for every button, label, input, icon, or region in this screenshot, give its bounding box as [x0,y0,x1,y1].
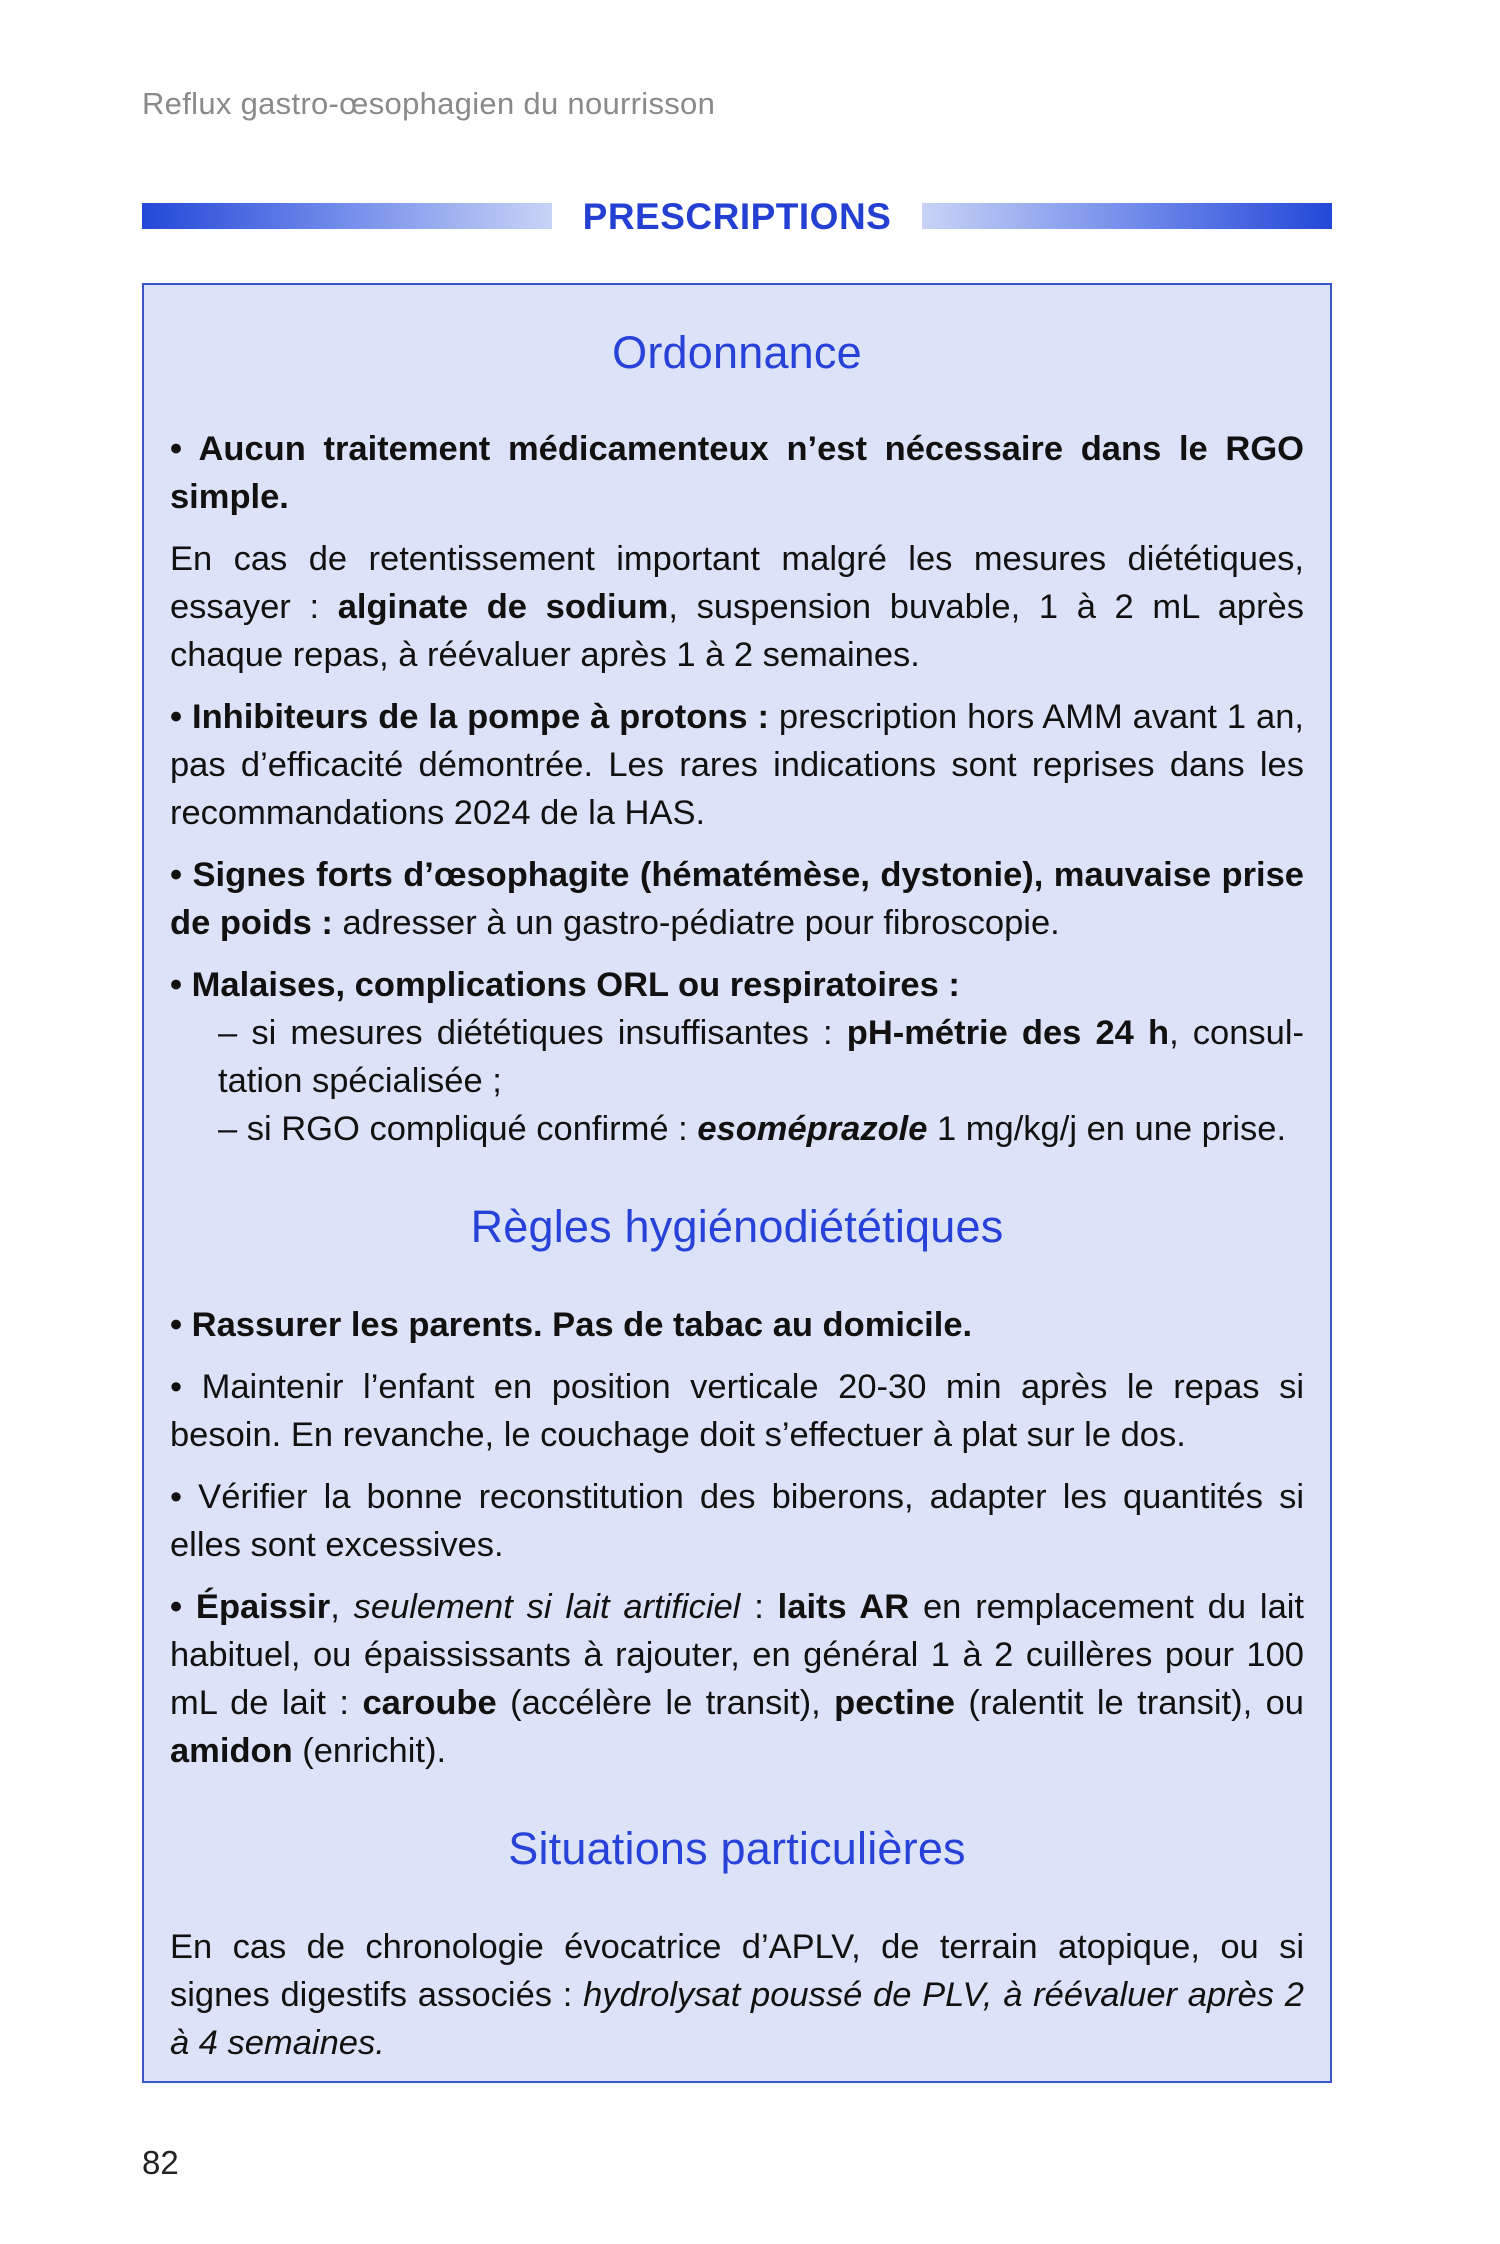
bold-text: alginate de sodium [337,588,669,626]
text: , [330,1588,354,1626]
text: – si RGO compliqué confirmé : [218,1110,698,1148]
text: (accélère le transit), [496,1684,835,1722]
ordonnance-paragraph-1 [170,425,1304,521]
bold-text: • Inhibiteurs de la pompe à protons : [170,698,769,736]
band-right-bar [922,203,1332,229]
band-left-bar [142,203,552,229]
ordonnance-paragraph-5 [170,961,1304,1009]
text: En cas de retentissement important malgré les mesures diététiques, essayer : [170,540,1304,626]
page-number: 82 [142,2144,179,2181]
heading-regles: Règles hygiénodiététiques [470,1201,1004,1252]
text: (enrichit). [292,1732,447,1770]
bold-text: pectine [834,1684,955,1722]
text: adresser à un gastro-pédiatre pour fibroscopie. [332,904,1060,942]
text: , consul- [1169,1014,1305,1052]
ordonnance-paragraph-3 [170,693,1304,837]
italic-text: seulement si lait artificiel [353,1588,741,1626]
bold-text: amidon [170,1732,293,1770]
bold-text: • Épaissir [170,1588,331,1626]
prescriptions-box [142,283,1332,2083]
sub-item-1-cont [218,1057,1304,1105]
heading-situations: Situations particulières [508,1823,966,1874]
regles-paragraph-3: • Vérifier la bonne reconstitution des biberons, adapter les quantités si elles sont excessives. [170,1478,1304,1564]
text: En cas de chronologie évocatrice d’APLV, de terrain atopique, ou si signes digestifs associés : [170,1928,1304,2014]
section-title: PRESCRIPTIONS [582,196,892,237]
text: en remplacement du lait habituel, ou épaississants à rajouter, en général 1 à 2 cuillères pour 100 mL de lait : [170,1588,1305,1722]
bold-text: • Rassurer les parents. Pas de tabac au domicile. [170,1306,973,1344]
bold-text: • Signes forts d’œsophagite (hématémèse, dystonie), mauvaise prise de poids : [170,856,1304,942]
sub-item-1 [218,1009,1304,1057]
sub-item-2 [218,1105,1304,1153]
regles-paragraph-2: • Maintenir l’enfant en position verticale 20-30 min après le repas si besoin. En revanche, le couchage doit s’effectuer à plat sur le dos. [170,1368,1304,1454]
bold-italic-text: esoméprazole [697,1110,928,1148]
bold-text: • Malaises, complications ORL ou respiratoires : [170,966,960,1004]
bold-text: laits AR [777,1588,910,1626]
text: : [740,1588,778,1626]
text: – si mesures diététiques insuffisantes : [218,1014,847,1052]
text: prescription hors AMM avant 1 an, pas d’efficacité démontrée. Les rares indications sont reprises dans les recommandations 2024 de la HAS. [170,698,1304,832]
bold-text: pH-métrie des 24 h [846,1014,1170,1052]
text: 1 mg/kg/j en une prise. [927,1110,1287,1148]
regles-paragraph-4 [170,1583,1304,1775]
text: (ralentit le transit), ou [954,1684,1304,1722]
text: tation spécialisée ; [218,1062,502,1100]
section-band [142,196,1332,236]
ordonnance-paragraph-2 [170,535,1304,679]
bold-text: caroube [362,1684,497,1722]
text: , suspension buvable, 1 à 2 mL après chaque repas, à réévaluer après 1 à 2 semaines. [170,588,1304,674]
bold-text: • Aucun traitement médicamenteux n’est nécessaire dans le RGO simple. [170,430,1304,516]
italic-text: hydrolysat poussé de PLV, à réévaluer après 2 à 4 semaines. [170,1976,1304,2062]
heading-ordonnance: Ordonnance [612,327,862,378]
running-head: Reflux gastro-œsophagien du nourrisson [142,86,716,121]
ordonnance-paragraph-4 [170,851,1304,947]
situations-paragraph-1 [170,1923,1304,2067]
sub-list [170,1009,1304,1153]
regles-paragraph-1 [170,1301,1304,1349]
